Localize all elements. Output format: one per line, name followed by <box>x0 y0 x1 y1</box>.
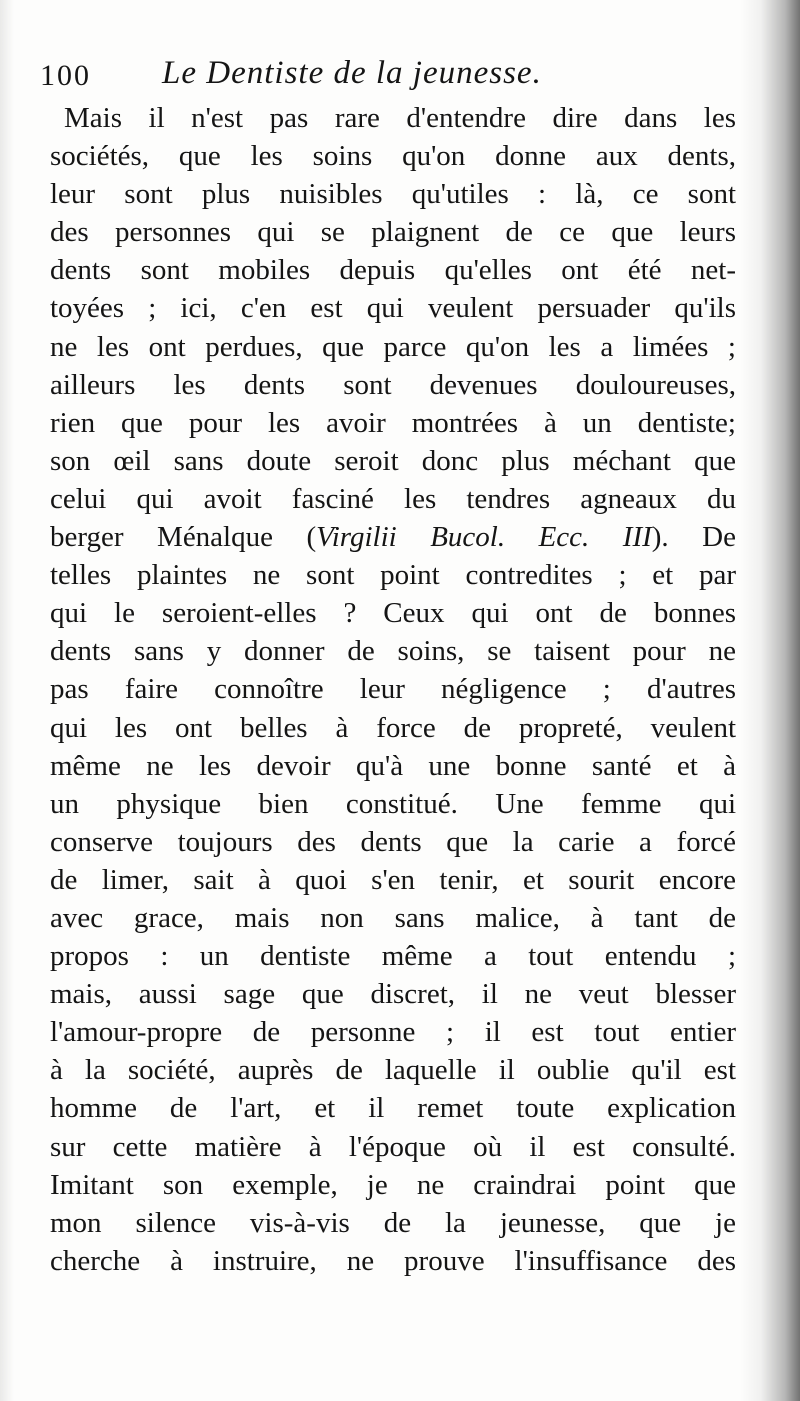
text-line: mon silence vis-à-vis de la jeunesse, que je <box>50 1206 736 1239</box>
text-line: mais, aussi sage que discret, il ne veut blesser <box>50 978 736 1011</box>
text-line: Mais il n'est pas rare d'entendre dire dans les <box>64 102 736 134</box>
text-line: toyées ; ici, c'en est qui veulent persuader qu'ils <box>50 292 736 325</box>
text-line: même ne les devoir qu'à une bonne santé et à <box>50 749 736 782</box>
text-line: homme de l'art, et il remet toute explication <box>50 1092 736 1125</box>
page-header <box>40 55 740 99</box>
text-line: celui qui avoit fasciné les tendres agneaux du <box>50 482 736 515</box>
text-run: ). De <box>651 521 736 554</box>
text-line: sur cette matière à l'époque où il est consulté. <box>50 1130 736 1163</box>
text-line: Imitant son exemple, je ne craindrai point que <box>50 1168 736 1201</box>
text-line: leur sont plus nuisibles qu'utiles : là, ce sont <box>50 178 736 211</box>
text-line: propos : un dentiste même a tout entendu ; <box>50 940 736 973</box>
text-line: cherche à instruire, ne prouve l'insuffisance des <box>50 1244 736 1277</box>
text-line: ailleurs les dents sont devenues douloureuses, <box>50 368 736 401</box>
body-text <box>50 99 736 1280</box>
page-gutter-shadow <box>0 0 14 1401</box>
text-run: berger Ménalque ( <box>50 521 317 554</box>
text-line: un physique bien constitué. Une femme qui <box>50 787 736 820</box>
text-line: à la société, auprès de laquelle il oublie qu'il est <box>50 1054 736 1087</box>
text-line: rien que pour les avoir montrées à un dentiste; <box>50 406 736 439</box>
text-line: dents sans y donner de soins, se taisent pour ne <box>50 635 736 668</box>
text-line: ne les ont perdues, que parce qu'on les a limées ; <box>50 330 736 363</box>
text-line: des personnes qui se plaignent de ce que leurs <box>50 216 736 249</box>
text-line: pas faire connoître leur négligence ; d'autres <box>50 673 736 706</box>
running-title: Le Dentiste de la jeunesse. <box>162 55 542 91</box>
text-line: qui les ont belles à force de propreté, veulent <box>50 711 736 744</box>
text-line: avec grace, mais non sans malice, à tant de <box>50 901 736 934</box>
text-line: l'amour-propre de personne ; il est tout entier <box>50 1016 736 1049</box>
text-line: son œil sans doute seroit donc plus méchant que <box>50 444 736 477</box>
text-line: qui le seroient-elles ? Ceux qui ont de bonnes <box>50 597 736 630</box>
text-line: conserve toujours des dents que la carie a forcé <box>50 825 736 858</box>
text-line: de limer, sait à quoi s'en tenir, et sourit encore <box>50 863 736 896</box>
text-line: telles plaintes ne sont point contredites ; et par <box>50 559 736 592</box>
page-number: 100 <box>40 59 91 92</box>
text-line <box>50 518 736 556</box>
text-line: dents sont mobiles depuis qu'elles ont été net- <box>50 254 736 287</box>
page-edge-shadow <box>740 0 800 1401</box>
text-line: sociétés, que les soins qu'on donne aux dents, <box>50 140 736 173</box>
citation-italic: Virgilii Bucol. Ecc. III <box>316 521 652 554</box>
